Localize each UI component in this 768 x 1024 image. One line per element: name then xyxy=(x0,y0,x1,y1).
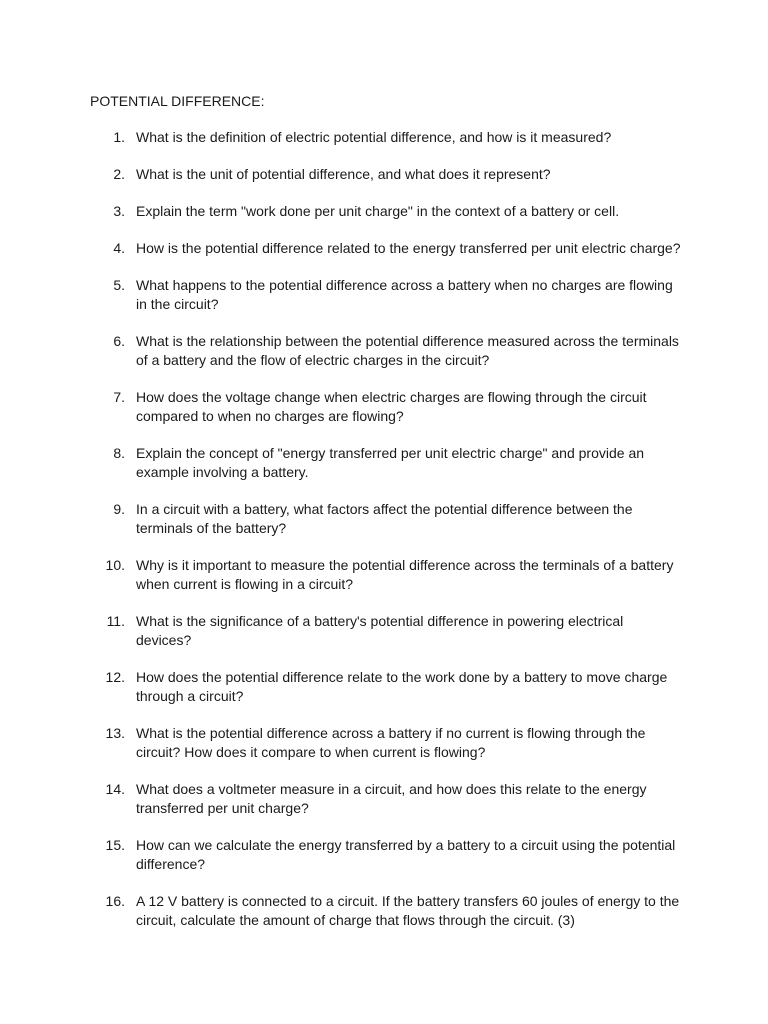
question-item xyxy=(0,388,768,426)
question-number: 10. xyxy=(105,557,125,573)
question-text: In a circuit with a battery, what factors affect the potential difference between the terminals of the battery? xyxy=(136,501,633,536)
question-text: How is the potential difference related to the energy transferred per unit electric charge? xyxy=(136,240,681,256)
question-item xyxy=(0,724,768,762)
question-number: 4. xyxy=(113,240,125,256)
question-item xyxy=(0,165,768,184)
question-text: What does a voltmeter measure in a circuit, and how does this relate to the energy transferred per unit charge? xyxy=(136,781,647,816)
question-number: 15. xyxy=(105,837,125,853)
question-number: 12. xyxy=(105,669,125,685)
question-number: 7. xyxy=(113,389,125,405)
question-text: Explain the term "work done per unit charge" in the context of a battery or cell. xyxy=(136,203,620,219)
question-item xyxy=(0,332,768,370)
question-number: 9. xyxy=(113,501,125,517)
question-number: 3. xyxy=(113,203,125,219)
question-text: What happens to the potential difference across a battery when no charges are flowing in the circuit? xyxy=(136,277,673,312)
question-item xyxy=(0,128,768,147)
question-number: 1. xyxy=(113,129,125,145)
question-item xyxy=(0,500,768,538)
question-item xyxy=(0,668,768,706)
question-number: 5. xyxy=(113,277,125,293)
question-text: A 12 V battery is connected to a circuit. If the battery transfers 60 joules of energy to the circuit, calculate the amount of charge that flows through the circuit. (3) xyxy=(136,893,680,928)
question-item xyxy=(0,892,768,930)
question-text: What is the unit of potential difference, and what does it represent? xyxy=(136,166,551,182)
question-list xyxy=(0,128,768,948)
question-item xyxy=(0,202,768,221)
question-text: How does the voltage change when electric charges are flowing through the circuit compared to when no charges are flowing? xyxy=(136,389,647,424)
question-item xyxy=(0,836,768,874)
question-item xyxy=(0,612,768,650)
question-text: What is the significance of a battery's potential difference in powering electrical devices? xyxy=(136,613,624,648)
question-item xyxy=(0,444,768,482)
question-number: 13. xyxy=(105,725,125,741)
question-text: How can we calculate the energy transferred by a battery to a circuit using the potential difference? xyxy=(136,837,676,872)
question-number: 2. xyxy=(113,166,125,182)
question-number: 6. xyxy=(113,333,125,349)
question-number: 14. xyxy=(105,781,125,797)
question-number: 16. xyxy=(105,893,125,909)
question-item xyxy=(0,780,768,818)
question-text: Explain the concept of "energy transferred per unit electric charge" and provide an example involving a battery. xyxy=(136,445,645,480)
question-text: What is the potential difference across a battery if no current is flowing through the circuit? How does it compare to when current is flowing? xyxy=(136,725,646,760)
question-text: How does the potential difference relate to the work done by a battery to move charge through a circuit? xyxy=(136,669,668,704)
question-item xyxy=(0,239,768,258)
question-number: 11. xyxy=(106,613,125,629)
question-text: What is the definition of electric potential difference, and how is it measured? xyxy=(136,129,612,145)
question-text: What is the relationship between the potential difference measured across the terminals of a battery and the flow of electric charges in the circuit? xyxy=(136,333,679,368)
question-item xyxy=(0,276,768,314)
page-title: POTENTIAL DIFFERENCE: xyxy=(90,93,265,109)
question-number: 8. xyxy=(113,445,125,461)
question-text: Why is it important to measure the potential difference across the terminals of a battery when current is flowing in a circuit? xyxy=(136,557,674,592)
question-item xyxy=(0,556,768,594)
